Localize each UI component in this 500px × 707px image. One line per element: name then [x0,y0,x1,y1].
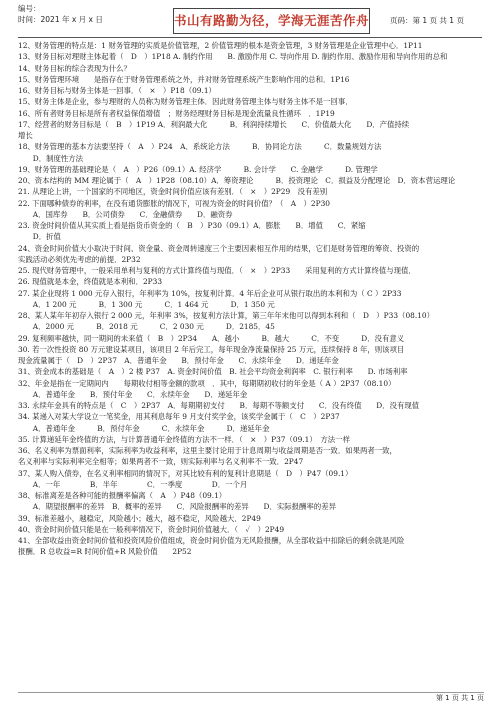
document-line: 31、资金成本的基础是（ A ）2 楼 P37 A. 资金时间价值 B. 社会平均资金利润率 C. 银行利率 D. 市场利率 [18,367,408,377]
document-line: 增长 [18,131,33,140]
document-line: 现金流量属于（ D ）2P37 A．普通年金 B．预付年金 C．永续年金 D．递延年金 [18,356,339,365]
document-line: 29. 复利频率越快，同一期间的未来值（ B ）2P34 A．越小 B．越大 C．不变 D．没有意义 [18,333,405,343]
document-line: 名义利率与实际利率完全相等；如果两者不一致，则实际利率与名义利率不一致．2P47 [18,457,304,467]
document-line: 23. 资金时间价值从其实质上看是指货币资金的（ B ）P30（09.1）A．膨胀 B．增值 C．紧缩 [18,221,366,230]
document-line: 21. 从理论上讲，一个国家的不同地区，资金时间价值应该有差别．（ × ）2P29 没有差别 [18,187,328,197]
document-line: 18、财务管理的基本方法要坚持（ A ）P24 A．系统论方法 B．协同论方法 C．数量规划方法 [18,142,382,152]
document-line: 27. 某企业现将 1 000 元存入银行，年利率为 10%，按复利计算．4 年后企业可从银行取出的本利和为（ C ）2P33 [18,288,402,298]
document-body [18,40,486,558]
document-line: 36、名义利率为票面利率，实际利率为收益利率，这里主要讨论用于计息周期与收益周期是否一致．如果两者一致， [18,446,397,455]
document-line: 13、财务目标对理财主体起着（ D ）1P18 A. 制约作用 B. 激励作用 C. 导向作用 D. 制约作用、激励作用和导向作用的总和 [18,52,448,62]
document-line: 32、年金是指在一定期间内 每期收付相等金额的款项 ．其中，每期期初收付的年金是（ A ）2P37（08.10） [18,378,396,388]
header-motto: 书山有路勤为径，学海无涯苦作舟 [173,8,370,34]
document-line: 17、经营者的财务目标是（ B ）1P19 A．利润最大化 B．利润持续增长 C．价值最大化 D．产值持续 [18,119,410,129]
document-line: 15、财务主体是企业，参与理财的人员称为财务管理主体．因此财务管理主体与财务主体不是一回事． [18,97,353,107]
document-line: D．折值 [18,232,61,242]
document-line: A．期望报酬率的差异 B．概率的差异 C．风险报酬率的差异 D．实际报酬率的差异 [18,502,336,512]
document-line: 16、所有者财务目标是所有者权益保值增值 ；财务经理财务目标是现金流量良性循环 ．1P19 [18,108,335,118]
document-line: 38、标准离差是各种可能的报酬率偏离（ A ）P48（09.1） [18,491,227,500]
page-header [18,3,482,38]
document-line: 33. 永续年金具有的特点是（ C ）2P37 A．每期期初支付 B．每期不等额支付 C．没有终值 D．没有现值 [18,401,420,410]
document-line: 39、标准差越小，越稳定，风险越小；越大，越不稳定，风险越大．2P49 [18,513,261,523]
document-line: 22. 下面哪种债券的利率，在没有通货膨胀的情况下，可视为资金的时间价值？（ A ）2P30 [18,198,330,208]
document-line: 16、财务目标与财务主体是一回事．（ × ）P18（09.1） [18,86,216,95]
header-meta [18,3,103,25]
document-line: 19、财务管理的基础理论是（ A ）P26（09.1）A. 经济学 B. 会计学 C. 金融学 D. 管理学 [18,164,378,174]
document-line: 12、财务管理的特点是：1 财务管理的实质是价值管理，2 价值管理的根本是资金管理，3 财务管理是企业管理中心．1P11 [18,41,423,50]
doc-number-label: 编号： [18,4,41,13]
document-line: D．制度性方法 [18,153,84,163]
document-line: 14、财务目标的综合表现为什么？ [18,63,131,73]
document-line: A．国库券 B．公司债券 C．金融债券 D．融资券 [18,209,233,219]
document-line: 28、某人某年年初存入银行 2 000 元，年利率 3%，按复利方法计算，第三年年末他可以得到本利和（ D ）P33（08.10） [18,311,434,320]
document-line: 报酬．R 总收益=R 时间价值+R 风险价值 2P52 [18,547,192,557]
document-line: 24、资金时间价值大小取决于时间、资金量、资金周转速度三个主要因素相互作用的结果，它们是财务管理的筹资、投资的 [18,243,420,253]
page-footer: 第 1 页 共 1 页 [435,694,484,702]
footer-divider [18,692,484,693]
document-line: 26. 现值就是本金，终值就是本利和．2P33 [18,277,163,287]
document-line: 30. 若一次性投资 80 万元建设某项目，该项目 2 年后完工，每年现金净流量保持 25 万元，连续保持 8 年，则该项目 [18,344,405,354]
document-line: A．1 200 元 B．1 300 元 C．1 464 元 D．1 350 元 [18,299,275,309]
document-line: 25. 现代财务管理中，一般采用单利与复利的方式计算终值与现值．（ × ）2P33 采用复利的方式计算终值与现值． [18,266,416,275]
document-line: 15、财务管理环境 是指存在于财务管理系统之外，并对财务管理系统产生影响作用的总和．1P16 [18,74,350,84]
document-line: A．普通年金 B．预付年金 C．永续年金 D．递延年金 [18,389,248,399]
time-label: 时间：2021 年 x 月 x 日 [18,15,103,24]
document-line: 40、资金时间价值只能是在一般利率情况下，资金时间价值越大．（ ✓ ）2P49 [18,524,285,534]
document-line: 实践活动必须优先考虑的前提．2P32 [18,254,141,264]
header-page-label: 页码：第 1 页 共 1 页 [390,16,464,25]
document-line: A．一年 B．半年 C．一季度 D．一个月 [18,479,248,489]
document-line: 35. 计算递延年金终值的方法，与计算普通年金终值的方法不一样．（ × ）P37（09.1） 方法一样 [18,434,350,444]
document-line: 37、某人购入债券，在名义利率相同的情况下，对其比较有利的复利计息期是（ D ）P47（09.1） [18,468,353,478]
document-line: 20、资本结构的 MM 理论属于（ A ）1P28（08.10）A．筹资理论 B．投资理论 C．损益及分配理论 D．资本营运理论 [18,176,456,185]
document-line: A．普通年金 B．预付年金 C．永续年金 D．递延年金 [18,423,270,433]
document-line: 41、全部收益由资金时间价值和投资风险价值组成，资金时间价值为无风险报酬，从全部收益中扣除后的剩余就是风险 [18,536,405,545]
document-line: 34. 某递入对某大学设立一笔奖金，用其利息每年 9 月支付奖学金，该奖学金属于（ C ）2P37 [18,412,340,422]
document-line: A．2000 元 B．2018 元 C．2 030 元 D．2185．45 [18,322,275,332]
